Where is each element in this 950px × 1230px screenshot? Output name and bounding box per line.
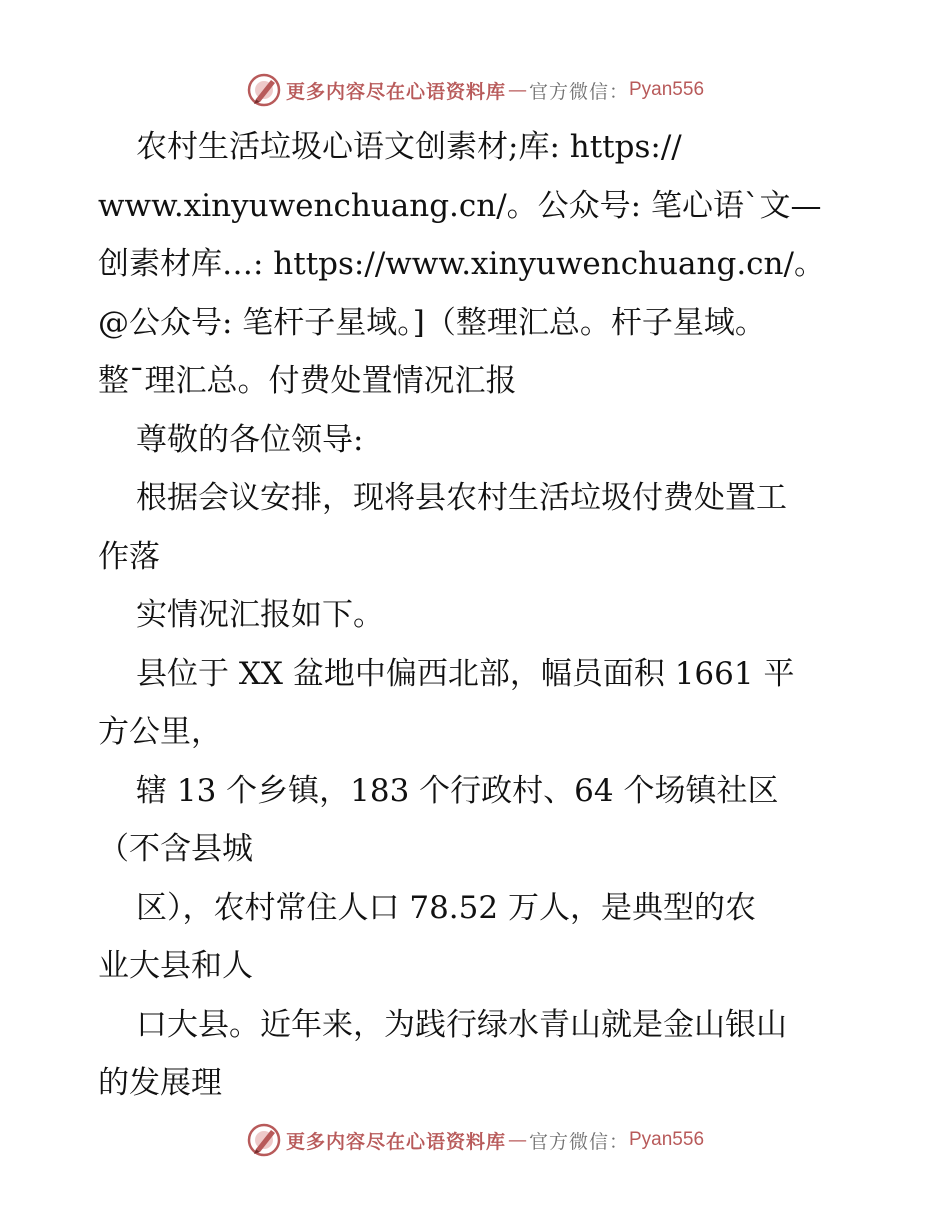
text-line: 作落 [98,538,160,575]
banner-dash: — [507,1129,527,1151]
text-line: www.xinyuwenchuang.cn/。公众号: 笔心语`文— [98,187,822,224]
footer-banner[interactable] [0,1120,950,1160]
pen-logo-icon [246,1122,282,1158]
document-body [98,118,858,1113]
banner-official-label: 官方微信： [528,1130,629,1153]
text-line: 县位于 XX 盆地中偏西北部，幅员面积 1661 平 [136,655,795,692]
text-line: 方公里， [98,714,222,750]
banner-text: 更多内容尽在心语资料库 [285,1130,506,1153]
banner-official-label: 官方微信： [528,80,629,103]
text-line: 业大县和人 [98,948,253,984]
pen-logo-icon [246,72,282,108]
banner-wechat-id: Pyan556 [629,1129,705,1150]
text-line: 区），农村常住人口 78.52 万人，是典型的农 [136,889,756,926]
text-line: 创素材库…: https://www.xinyuwenchuang.cn/。 [98,246,825,282]
text-line: 根据会议安排，现将县农村生活垃圾付费处置工 [136,480,787,516]
text-line: 口大县。近年来，为践行绿水青山就是金山银山 [136,1006,787,1043]
text-line: 的发展理 [98,1065,222,1101]
text-line: 辖 13 个乡镇，183 个行政村、64 个场镇社区 [136,772,779,809]
banner-wechat-id: Pyan556 [629,79,705,100]
salutation: 尊敬的各位领导: [136,421,364,458]
text-line: （不含县城 [98,831,253,867]
text-line: @公众号: 笔杆子星域。]（整理汇总。杆子星域。 [98,304,766,341]
header-banner[interactable] [0,70,950,110]
text-line: 农村生活垃圾心语文创素材;库: https:// [136,129,682,165]
text-line: 整¯理汇总。付费处置情况汇报 [98,363,517,399]
banner-dash: — [507,79,527,101]
banner-text: 更多内容尽在心语资料库 [285,80,506,103]
text-line: 实情况汇报如下。 [136,597,384,633]
